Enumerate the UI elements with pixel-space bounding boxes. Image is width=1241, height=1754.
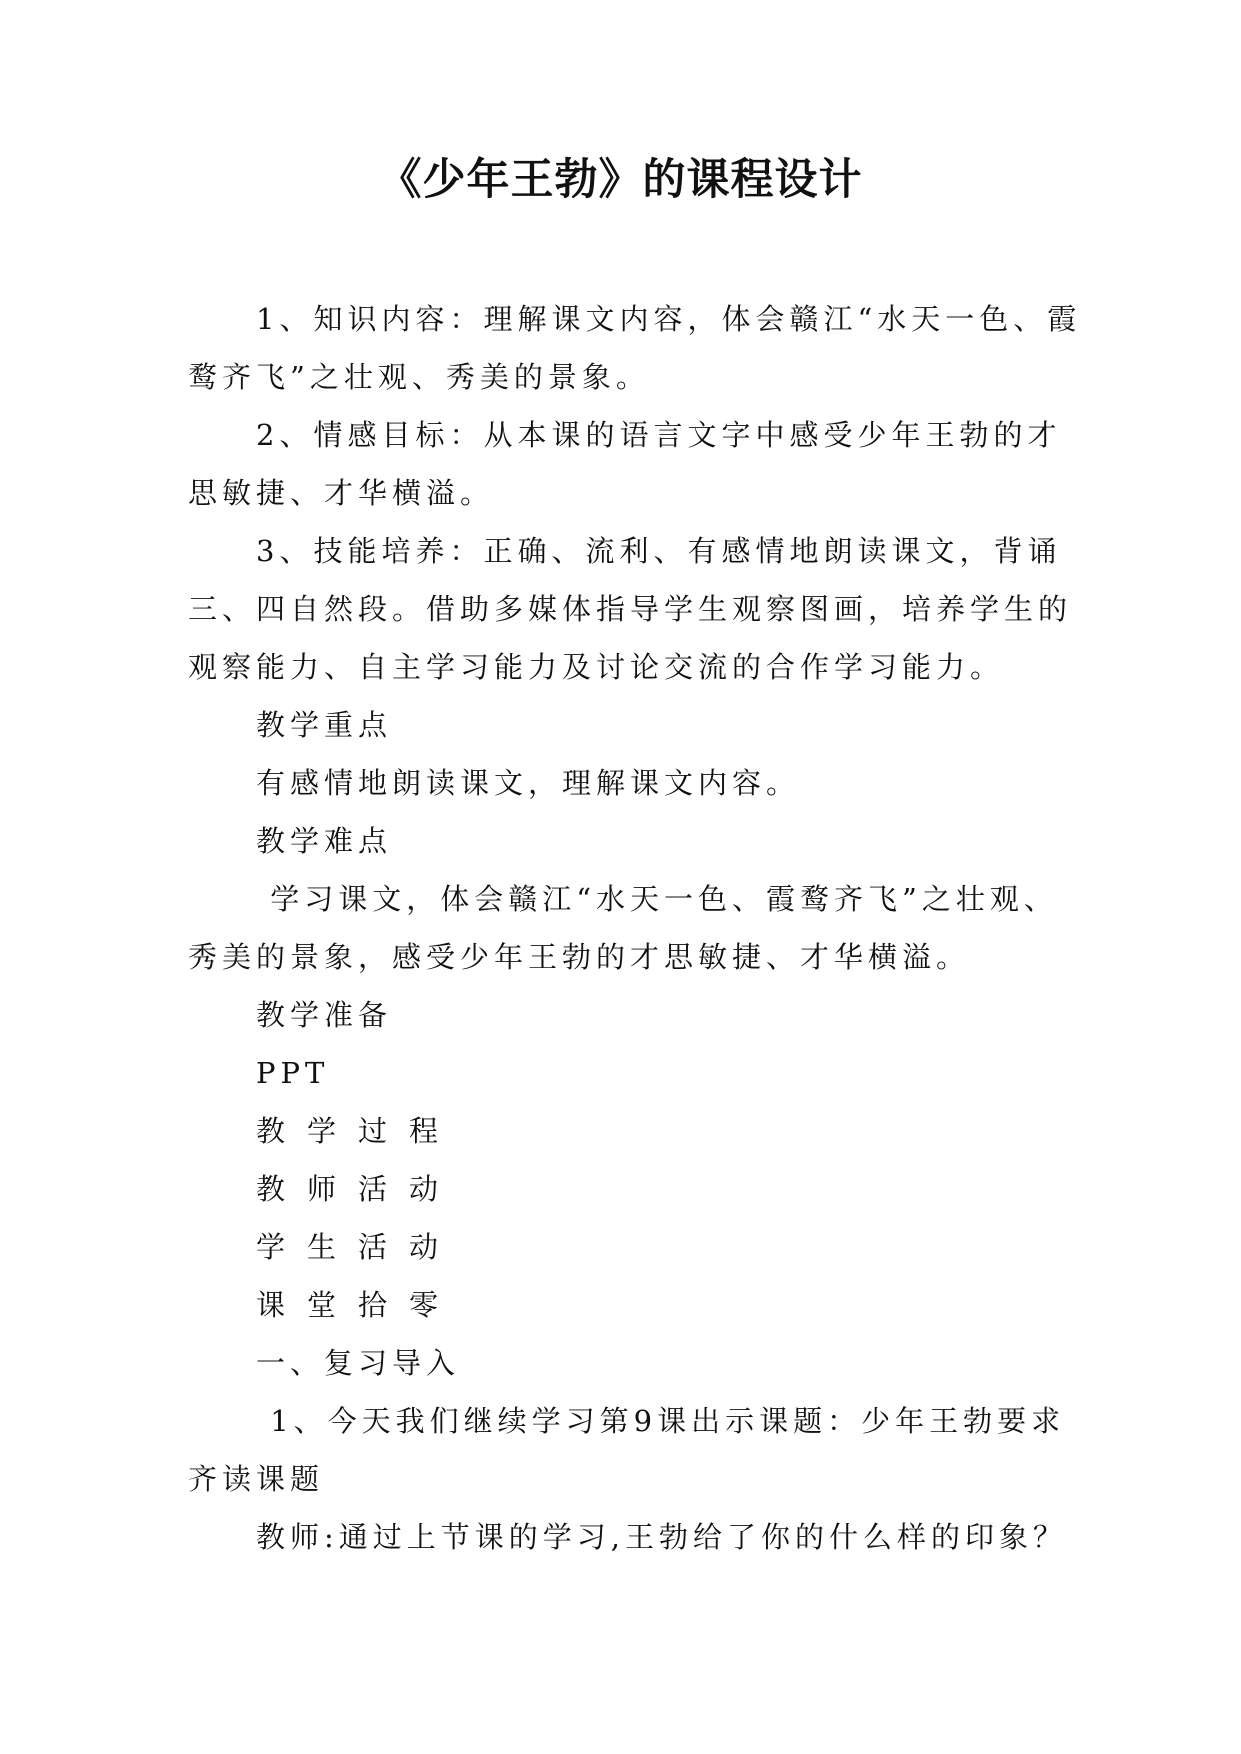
paragraph-review-step-1: 1、今天我们继续学习第9课出示课题：少年王勃要求齐读课题	[188, 1404, 1066, 1496]
paragraph-knowledge-goal: 1、知识内容：理解课文内容，体会赣江“水天一色、霞鹜齐飞”之壮观、秀美的景象。	[188, 302, 1082, 394]
paragraph-skill-goal: 3、技能培养：正确、流利、有感情地朗读课文，背诵三、四自然段。借助多媒体指导学生观察图画，培养学生的观察能力、自主学习能力及讨论交流的合作学习能力。	[188, 534, 1073, 684]
paragraph-teaching-preparation: PPT	[256, 1056, 330, 1090]
heading-teaching-focus: 教学重点	[256, 708, 393, 742]
heading-class-notes: 课堂拾零	[256, 1288, 461, 1322]
heading-teaching-process: 教学过程	[256, 1114, 461, 1148]
paragraph-teacher-question: 教师:通过上节课的学习,王勃给了你的什么样的印象？	[256, 1520, 1067, 1554]
paragraph-teaching-difficulty: 学习课文，体会赣江“水天一色、霞鹜齐飞”之壮观、秀美的景象，感受少年王勃的才思敏捷、才华横溢。	[188, 882, 1058, 974]
heading-teacher-activity: 教师活动	[256, 1172, 461, 1206]
document-body	[188, 290, 1088, 1566]
document-title: 《少年王勃》的课程设计	[378, 155, 863, 205]
heading-student-activity: 学生活动	[256, 1230, 461, 1264]
heading-teaching-difficulty: 教学难点	[256, 824, 393, 858]
paragraph-teaching-focus: 有感情地朗读课文，理解课文内容。	[256, 766, 801, 800]
paragraph-emotion-goal: 2、情感目标：从本课的语言文字中感受少年王勃的才思敏捷、才华横溢。	[188, 418, 1062, 510]
heading-review-intro: 一、复习导入	[256, 1346, 461, 1380]
heading-teaching-preparation: 教学准备	[256, 998, 393, 1032]
